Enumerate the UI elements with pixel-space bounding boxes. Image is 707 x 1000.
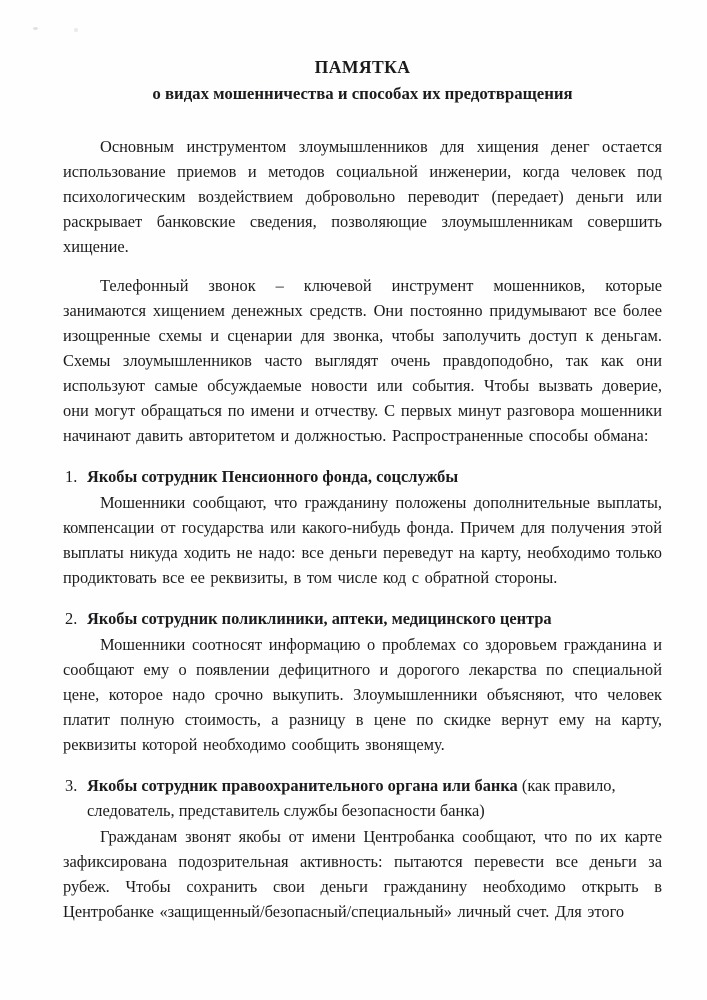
item-2-body: Мошенники соотносят информацию о проблемах со здоровьем гражданина и сообщают ему о появлении дефицитного и дорогого лекарства по специальной цене, которое надо срочно выкупить. Злоумышленники объясняют, что человек платит полную стоимость, а разницу в цене по скидке вернут ему на карту, реквизиты которой необходимо сообщить звонящему. (63, 635, 662, 754)
fraud-item-clinic-pharmacy (63, 606, 662, 757)
item-3-heading (65, 773, 662, 823)
item-3-heading-note: (как правило, следователь, представитель службы безопасности банка) (87, 776, 616, 820)
document-title: ПАМЯТКА (314, 57, 411, 77)
item-2-heading-text: Якобы сотрудник поликлиники, аптеки, медицинского центра (87, 609, 552, 628)
item-2-heading (65, 606, 662, 631)
item-1-heading (65, 464, 662, 489)
intro-paragraph-social-engineering: Основным инструментом злоумышленников для хищения денег остается использование приемов и методов социальной инженерии, когда человек под психологическим воздействием добровольно переводит (передает) деньги или раскрывает банковские сведения, позволяющие злоумышленникам совершить хищение. (63, 137, 662, 256)
fraud-item-law-enforcement-bank (63, 773, 662, 924)
document-subtitle: о видах мошенничества и способах их предотвращения (152, 84, 573, 103)
item-2-number: 2. (65, 609, 78, 628)
item-3-number: 3. (65, 776, 78, 795)
scan-artifact-speck (33, 27, 38, 30)
fraud-item-pension-fund (63, 464, 662, 590)
scan-artifact-speck (74, 28, 78, 32)
item-1-number: 1. (65, 467, 78, 486)
item-1-heading-text: Якобы сотрудник Пенсионного фонда, соцслужбы (87, 467, 459, 486)
item-3-heading-text: Якобы сотрудник правоохранительного органа или банка (87, 776, 518, 795)
intro-paragraph-phone-call: Телефонный звонок – ключевой инструмент мошенников, которые занимаются хищением денежных средств. Они постоянно придумывают все более изощренные схемы и сценарии для звонка, чтобы заполучить доступ к деньгам. Схемы злоумышленников часто выглядят очень правдоподобно, так как они используют самые обсуждаемые новости или события. Чтобы вызвать доверие, они могут обращаться по имени и отчеству. С первых минут разговора мошенники начинают давить авторитетом и должностью. Распространенные способы обмана: (63, 276, 662, 445)
item-1-body: Мошенники сообщают, что гражданину положены дополнительные выплаты, компенсации от государства или какого-нибудь фонда. Причем для получения этой выплаты никуда ходить не надо: все деньги переведут на карту, необходимо только продиктовать все ее реквизиты, в том числе код с обратной стороны. (63, 493, 662, 587)
item-3-body: Гражданам звонят якобы от имени Центробанка сообщают, что по их карте зафиксирована подозрительная активность: пытаются перевести все деньги за рубеж. Чтобы сохранить свои деньги гражданину необходимо открыть в Центробанке «защищенный/безопасный/специальный» личный счет. Для этого (63, 827, 662, 921)
